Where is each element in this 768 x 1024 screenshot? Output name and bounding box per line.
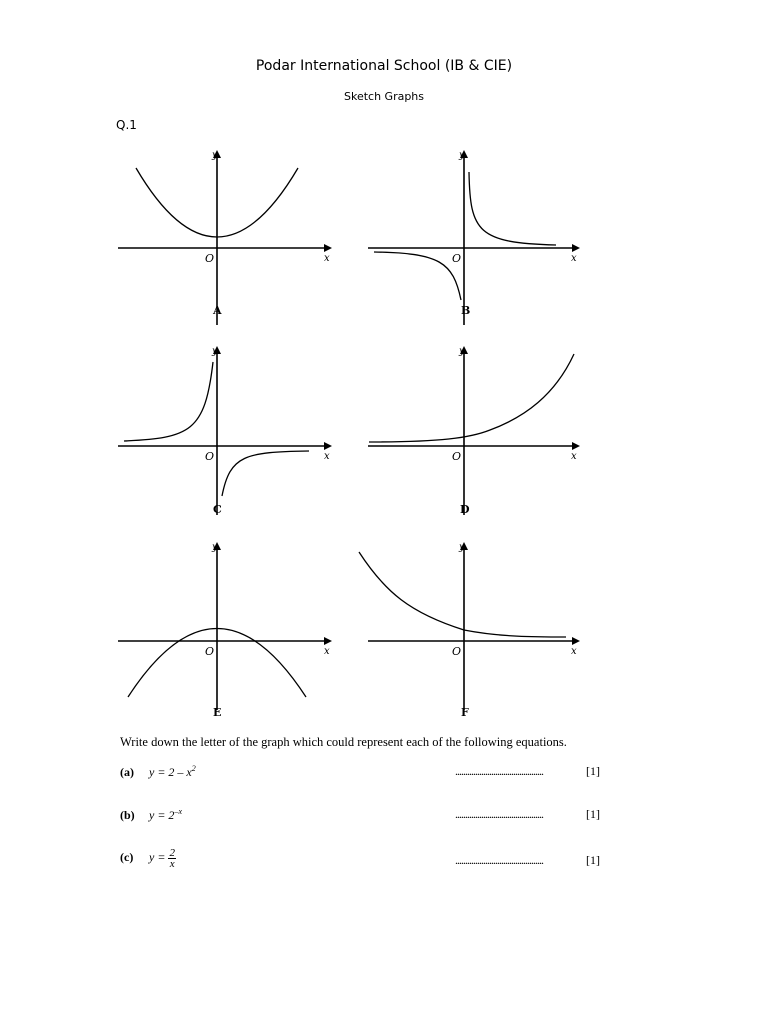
curve-b-left	[374, 252, 461, 300]
mark-a: [1]	[586, 764, 600, 778]
part-label: (a)	[120, 765, 134, 779]
origin-label: O	[205, 252, 215, 265]
worksheet-subtitle: Sketch Graphs	[343, 90, 425, 103]
origin-label: O	[452, 645, 462, 658]
graph-b	[368, 150, 578, 325]
mark-b: [1]	[586, 807, 600, 821]
graph-letter-b: B	[461, 304, 471, 317]
x-label: x	[571, 646, 577, 657]
school-title: Podar International School (IB & CIE)	[255, 58, 513, 74]
origin-label: O	[452, 252, 462, 265]
equation: $y = 2 - x^2$	[149, 764, 196, 779]
mark-c: [1]	[586, 853, 600, 867]
origin-label: O	[452, 450, 462, 463]
graph-f	[359, 542, 578, 719]
x-label: x	[324, 253, 330, 264]
graph-d	[368, 346, 578, 516]
graph-a	[118, 150, 330, 325]
x-label: x	[324, 451, 330, 462]
x-label: x	[571, 253, 577, 264]
instruction-text: Write down the letter of the graph which could represent each of the following equations.	[120, 735, 567, 749]
answer-line-b[interactable]: ............................................	[455, 807, 543, 821]
y-label: y	[212, 542, 218, 553]
graph-letter-f: F	[461, 706, 469, 719]
graph-letter-a: A	[213, 304, 222, 317]
y-label: y	[212, 150, 218, 161]
y-label: y	[459, 346, 465, 357]
x-label: x	[571, 451, 577, 462]
x-label: x	[324, 646, 330, 657]
graph-e	[118, 542, 330, 719]
equation: $y = 2^{-x}$	[149, 807, 182, 822]
origin-label: O	[205, 450, 215, 463]
curve-f	[359, 552, 566, 637]
graph-letter-e: E	[213, 706, 222, 719]
part-c	[120, 848, 176, 869]
y-label: y	[459, 542, 465, 553]
origin-label: O	[205, 645, 215, 658]
part-b	[120, 807, 182, 823]
curve-b-right	[469, 172, 556, 245]
question-number: Q.1	[116, 118, 137, 132]
answer-line-a[interactable]: ............................................	[455, 764, 543, 778]
part-a	[120, 764, 196, 780]
graph-letter-d: D	[460, 503, 470, 516]
part-label: (b)	[120, 808, 135, 822]
curve-d	[369, 354, 574, 442]
answer-line-c[interactable]: ............................................	[455, 853, 543, 867]
y-label: y	[459, 150, 465, 161]
part-label: (c)	[120, 850, 134, 865]
graph-letter-c: C	[213, 503, 222, 516]
curve-c-right	[222, 451, 309, 496]
fraction: $\frac{2}{x}$	[169, 847, 175, 870]
equation: y = $\frac{2}{x}$	[149, 847, 175, 870]
graph-c	[118, 346, 330, 516]
y-label: y	[212, 346, 218, 357]
curve-c-left	[124, 362, 213, 441]
